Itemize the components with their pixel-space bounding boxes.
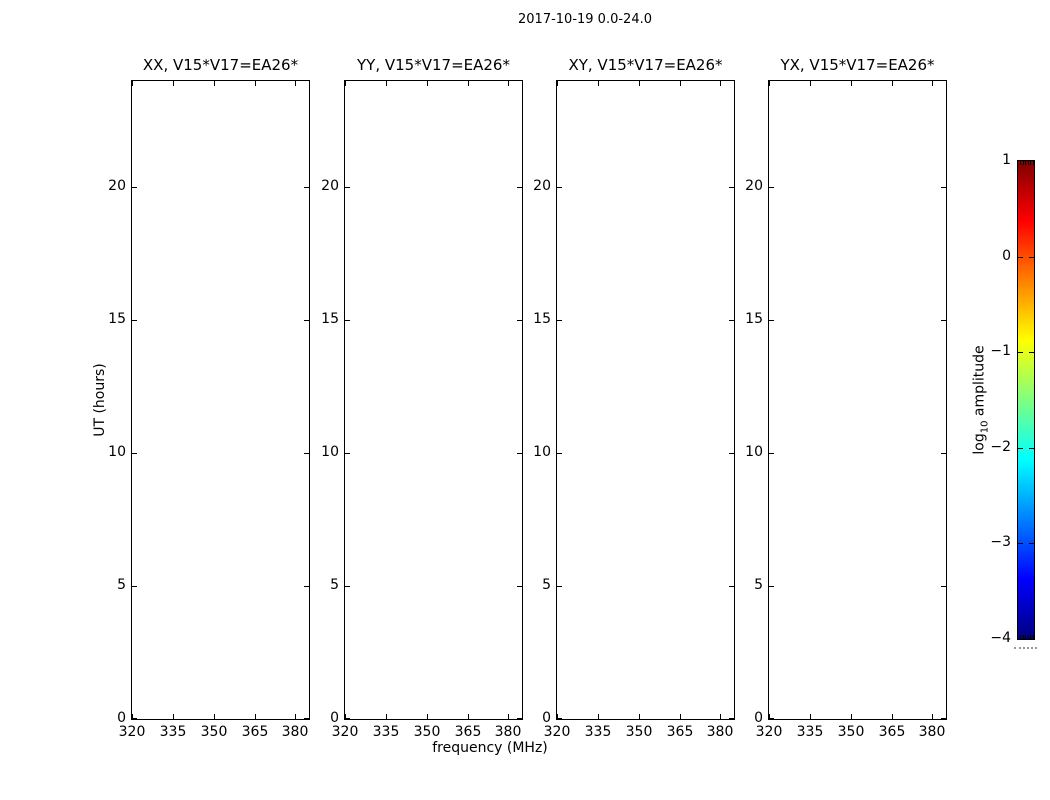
colorbar-end-hatch <box>1023 161 1024 165</box>
y-tick-label: 20 <box>321 178 339 194</box>
x-tick-mark <box>468 714 469 719</box>
x-tick-mark <box>132 81 133 86</box>
y-tick-label: 15 <box>321 311 339 327</box>
colorbar-tick-label: −2 <box>990 439 1011 455</box>
figure-title: 2017-10-19 0.0-24.0 <box>518 12 652 27</box>
x-tick-mark <box>386 714 387 719</box>
x-tick-label: 335 <box>584 724 612 740</box>
colorbar-end-hatch <box>1020 635 1021 639</box>
y-tick-label: 0 <box>542 710 551 726</box>
colorbar-tick-mark <box>1018 352 1023 353</box>
colorbar <box>1017 160 1035 640</box>
colorbar-tick-label: 0 <box>1002 248 1011 264</box>
colorbar-tick-mark <box>1029 448 1034 449</box>
x-tick-mark <box>639 81 640 86</box>
y-tick-label: 5 <box>117 577 126 593</box>
x-tick-mark <box>214 714 215 719</box>
x-tick-label: 335 <box>372 724 400 740</box>
x-tick-label: 320 <box>755 724 783 740</box>
x-tick-mark <box>427 81 428 86</box>
x-tick-label: 320 <box>543 724 571 740</box>
x-tick-mark <box>680 714 681 719</box>
x-tick-mark <box>508 81 509 86</box>
subplot-plot-area <box>533 80 735 740</box>
x-tick-label: 350 <box>625 724 653 740</box>
x-tick-mark <box>345 81 346 86</box>
y-tick-mark <box>345 586 350 587</box>
colorbar-tick-mark <box>1018 543 1023 544</box>
y-axis-label: UT (hours) <box>92 363 108 437</box>
x-tick-mark <box>932 714 933 719</box>
y-tick-mark <box>345 187 350 188</box>
x-tick-label: 350 <box>200 724 228 740</box>
colorbar-tick-mark <box>1029 257 1034 258</box>
colorbar-tick-mark <box>1018 257 1023 258</box>
subplot-plot-area <box>745 80 947 740</box>
colorbar-end-hatch <box>1023 635 1024 639</box>
x-axis-label: frequency (MHz) <box>432 740 548 756</box>
y-tick-mark <box>941 320 946 321</box>
colorbar-end-hatch <box>1028 635 1029 639</box>
colorbar-label-subscript: 10 <box>979 420 991 434</box>
y-tick-label: 10 <box>533 444 551 460</box>
subplot-title: YY, V15*V17=EA26* <box>357 56 510 74</box>
y-tick-label: 20 <box>533 178 551 194</box>
x-tick-label: 365 <box>454 724 482 740</box>
y-tick-mark <box>557 453 562 454</box>
x-tick-label: 335 <box>159 724 187 740</box>
y-tick-mark <box>132 187 137 188</box>
y-tick-label: 0 <box>117 710 126 726</box>
y-tick-mark <box>941 718 946 719</box>
x-tick-mark <box>255 714 256 719</box>
x-tick-mark <box>769 81 770 86</box>
x-tick-mark <box>680 81 681 86</box>
y-tick-mark <box>769 453 774 454</box>
x-tick-mark <box>932 81 933 86</box>
y-tick-label: 5 <box>330 577 339 593</box>
subplot-title: XX, V15*V17=EA26* <box>142 56 299 74</box>
subplot-title: XY, V15*V17=EA26* <box>568 56 723 74</box>
x-tick-mark <box>598 714 599 719</box>
x-tick-mark <box>639 714 640 719</box>
y-tick-mark <box>941 187 946 188</box>
y-tick-label: 15 <box>108 311 126 327</box>
y-tick-label: 10 <box>321 444 339 460</box>
y-tick-mark <box>769 718 774 719</box>
x-tick-label: 380 <box>281 724 309 740</box>
y-tick-label: 0 <box>754 710 763 726</box>
y-tick-label: 5 <box>754 577 763 593</box>
x-tick-mark <box>851 81 852 86</box>
x-tick-label: 350 <box>413 724 441 740</box>
x-tick-mark <box>598 81 599 86</box>
y-tick-mark <box>769 586 774 587</box>
y-tick-label: 15 <box>533 311 551 327</box>
x-tick-mark <box>810 81 811 86</box>
x-tick-mark <box>173 81 174 86</box>
y-tick-mark <box>941 453 946 454</box>
y-tick-mark <box>132 453 137 454</box>
colorbar-tick-label: −3 <box>990 534 1011 550</box>
x-tick-mark <box>173 714 174 719</box>
y-tick-mark <box>557 187 562 188</box>
y-tick-label: 15 <box>745 311 763 327</box>
colorbar-end-hatch <box>1025 161 1026 165</box>
y-tick-mark <box>132 586 137 587</box>
colorbar-tick-label: −1 <box>990 343 1011 359</box>
y-tick-label: 20 <box>745 178 763 194</box>
colorbar-end-hatch <box>1025 635 1026 639</box>
y-tick-label: 0 <box>330 710 339 726</box>
x-tick-label: 320 <box>331 724 359 740</box>
x-tick-mark <box>851 714 852 719</box>
colorbar-tick-mark <box>1029 543 1034 544</box>
x-tick-mark <box>386 81 387 86</box>
colorbar-label-suffix: amplitude <box>971 345 988 421</box>
colorbar-end-hatch <box>1033 161 1034 165</box>
x-tick-label: 380 <box>918 724 946 740</box>
y-tick-label: 10 <box>745 444 763 460</box>
colorbar-end-hatch <box>1028 161 1029 165</box>
x-tick-mark <box>557 81 558 86</box>
x-tick-label: 365 <box>666 724 694 740</box>
y-tick-mark <box>769 187 774 188</box>
y-tick-mark <box>769 320 774 321</box>
x-tick-mark <box>214 81 215 86</box>
colorbar-tick-mark <box>1029 352 1034 353</box>
x-tick-label: 335 <box>796 724 824 740</box>
x-tick-mark <box>427 714 428 719</box>
y-tick-mark <box>557 320 562 321</box>
x-tick-label: 320 <box>118 724 146 740</box>
y-tick-label: 10 <box>108 444 126 460</box>
y-tick-mark <box>941 586 946 587</box>
colorbar-end-hatch <box>1020 161 1021 165</box>
y-tick-label: 20 <box>108 178 126 194</box>
x-tick-mark <box>720 714 721 719</box>
y-tick-label: 5 <box>542 577 551 593</box>
x-tick-mark <box>892 81 893 86</box>
y-tick-mark <box>557 586 562 587</box>
y-tick-mark <box>132 718 137 719</box>
y-tick-mark <box>557 718 562 719</box>
subplot-title: YX, V15*V17=EA26* <box>780 56 935 74</box>
y-tick-mark <box>345 718 350 719</box>
colorbar-underline-dots <box>1014 647 1037 649</box>
x-tick-mark <box>892 714 893 719</box>
x-tick-label: 365 <box>241 724 269 740</box>
y-tick-mark <box>132 320 137 321</box>
x-tick-mark <box>295 81 296 86</box>
y-tick-mark <box>345 320 350 321</box>
x-tick-mark <box>468 81 469 86</box>
subplot-plot-area <box>108 80 310 740</box>
subplot-plot-area <box>321 80 523 740</box>
colorbar-end-hatch <box>1030 161 1031 165</box>
x-tick-label: 350 <box>837 724 865 740</box>
colorbar-end-hatch <box>1030 635 1031 639</box>
colorbar-tick-mark <box>1018 448 1023 449</box>
y-tick-mark <box>345 453 350 454</box>
x-tick-mark <box>720 81 721 86</box>
x-tick-mark <box>255 81 256 86</box>
x-tick-label: 365 <box>878 724 906 740</box>
colorbar-tick-label: −4 <box>990 630 1011 646</box>
x-tick-label: 380 <box>706 724 734 740</box>
x-tick-label: 380 <box>494 724 522 740</box>
x-tick-mark <box>508 714 509 719</box>
colorbar-tick-label: 1 <box>1002 152 1011 168</box>
colorbar-end-hatch <box>1033 635 1034 639</box>
colorbar-label-prefix: log <box>971 433 988 455</box>
x-tick-mark <box>810 714 811 719</box>
x-tick-mark <box>295 714 296 719</box>
